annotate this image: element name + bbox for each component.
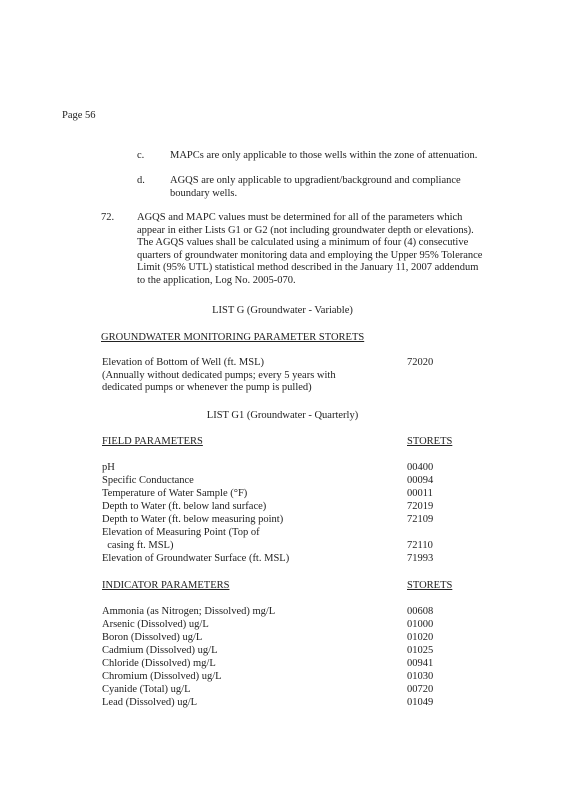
table-row — [102, 553, 462, 565]
parameter-name: Cyanide (Total) ug/L — [102, 684, 191, 695]
item-72-line: AGQS and MAPC values must be determined for all of the parameters which — [137, 212, 463, 223]
parameter-name: Specific Conductance — [102, 475, 194, 486]
table-row — [102, 606, 462, 618]
parameter-name: Lead (Dissolved) ug/L — [102, 697, 198, 708]
indicator-storets-heading: STORETS — [407, 580, 453, 591]
storet-code: 72110 — [407, 540, 433, 551]
storet-code: 01020 — [407, 632, 434, 643]
storet-code: 01000 — [407, 619, 434, 630]
parameter-name: Temperature of Water Sample (°F) — [102, 488, 248, 499]
list-g-row-line: dedicated pumps or whenever the pump is pulled) — [102, 382, 312, 393]
table-row — [102, 697, 462, 709]
list-g1-title: LIST G1 (Groundwater - Quarterly) — [206, 410, 359, 421]
list-g-row-description — [102, 357, 336, 395]
parameter-name: casing ft. MSL) — [102, 540, 174, 551]
item-d-marker: d. — [137, 175, 145, 186]
table-row — [102, 488, 462, 500]
table-row — [102, 671, 462, 683]
table-row — [102, 684, 462, 696]
item-72-number: 72. — [101, 212, 115, 223]
storet-code: 00941 — [407, 658, 434, 669]
parameter-name: Chromium (Dissolved) ug/L — [102, 671, 222, 682]
list-g-row-code: 72020 — [407, 357, 434, 368]
table-row — [102, 527, 462, 539]
item-72-line: appear in either Lists G1 or G2 (not including groundwater depth or elevations). — [137, 224, 474, 236]
parameter-name: Ammonia (as Nitrogen; Dissolved) mg/L — [102, 606, 276, 617]
list-g-section-heading: GROUNDWATER MONITORING PARAMETER STORETS — [101, 332, 365, 343]
parameter-name: Cadmium (Dissolved) ug/L — [102, 645, 218, 656]
item-d-line: boundary wells. — [170, 187, 238, 199]
parameter-name: Depth to Water (ft. below measuring point) — [102, 514, 284, 525]
list-g-row-line: Elevation of Bottom of Well (ft. MSL) — [102, 357, 264, 368]
item-72-line: The AGQS values shall be calculated using a minimum of four (4) consecutive — [137, 237, 469, 248]
item-c-marker: c. — [137, 150, 145, 161]
storet-code: 72109 — [407, 514, 434, 525]
storet-code: 00011 — [407, 488, 433, 499]
table-row — [102, 475, 462, 487]
table-row — [102, 619, 462, 631]
item-72-text — [137, 212, 482, 287]
table-row — [102, 658, 462, 670]
storet-code: 01025 — [407, 645, 434, 656]
storet-code: 00094 — [407, 475, 434, 486]
field-parameters-heading: FIELD PARAMETERS — [102, 436, 203, 447]
storet-code: 00400 — [407, 462, 434, 473]
parameter-name: Depth to Water (ft. below land surface) — [102, 501, 267, 512]
storet-code: 72019 — [407, 501, 434, 512]
item-d-text — [170, 175, 461, 200]
table-row — [102, 462, 462, 474]
table-row — [102, 540, 462, 552]
parameter-name: Elevation of Groundwater Surface (ft. MSL) — [102, 553, 290, 564]
parameter-name: Elevation of Measuring Point (Top of — [102, 527, 260, 538]
item-72-line: quarters of groundwater monitoring data and employing the Upper 95% Tolerance — [137, 249, 483, 261]
indicator-parameters-heading: INDICATOR PARAMETERS — [102, 580, 230, 591]
table-row — [102, 501, 462, 513]
list-g-title: LIST G (Groundwater - Variable) — [212, 305, 353, 316]
field-storets-heading: STORETS — [407, 436, 453, 447]
item-c-text: MAPCs are only applicable to those wells within the zone of attenuation. — [170, 150, 478, 161]
table-row — [102, 632, 462, 644]
parameter-name: Arsenic (Dissolved) ug/L — [102, 619, 209, 630]
item-72-line: to the application, Log No. 2005-070. — [137, 274, 296, 286]
table-row — [102, 645, 462, 657]
item-72-line: Limit (95% UTL) statistical method described in the January 11, 2007 addendum — [137, 262, 479, 273]
parameter-name: pH — [102, 462, 115, 473]
storet-code: 01049 — [407, 697, 434, 708]
table-row — [102, 514, 462, 526]
storet-code: 71993 — [407, 553, 434, 564]
storet-code: 01030 — [407, 671, 434, 682]
parameter-name: Chloride (Dissolved) mg/L — [102, 658, 216, 669]
page-number: Page 56 — [62, 110, 96, 121]
storet-code: 00720 — [407, 684, 434, 695]
list-g-row-line: (Annually without dedicated pumps; every 5 years with — [102, 369, 336, 381]
parameter-name: Boron (Dissolved) ug/L — [102, 632, 203, 643]
item-d-line: AGQS are only applicable to upgradient/background and compliance — [170, 175, 461, 186]
storet-code: 00608 — [407, 606, 434, 617]
